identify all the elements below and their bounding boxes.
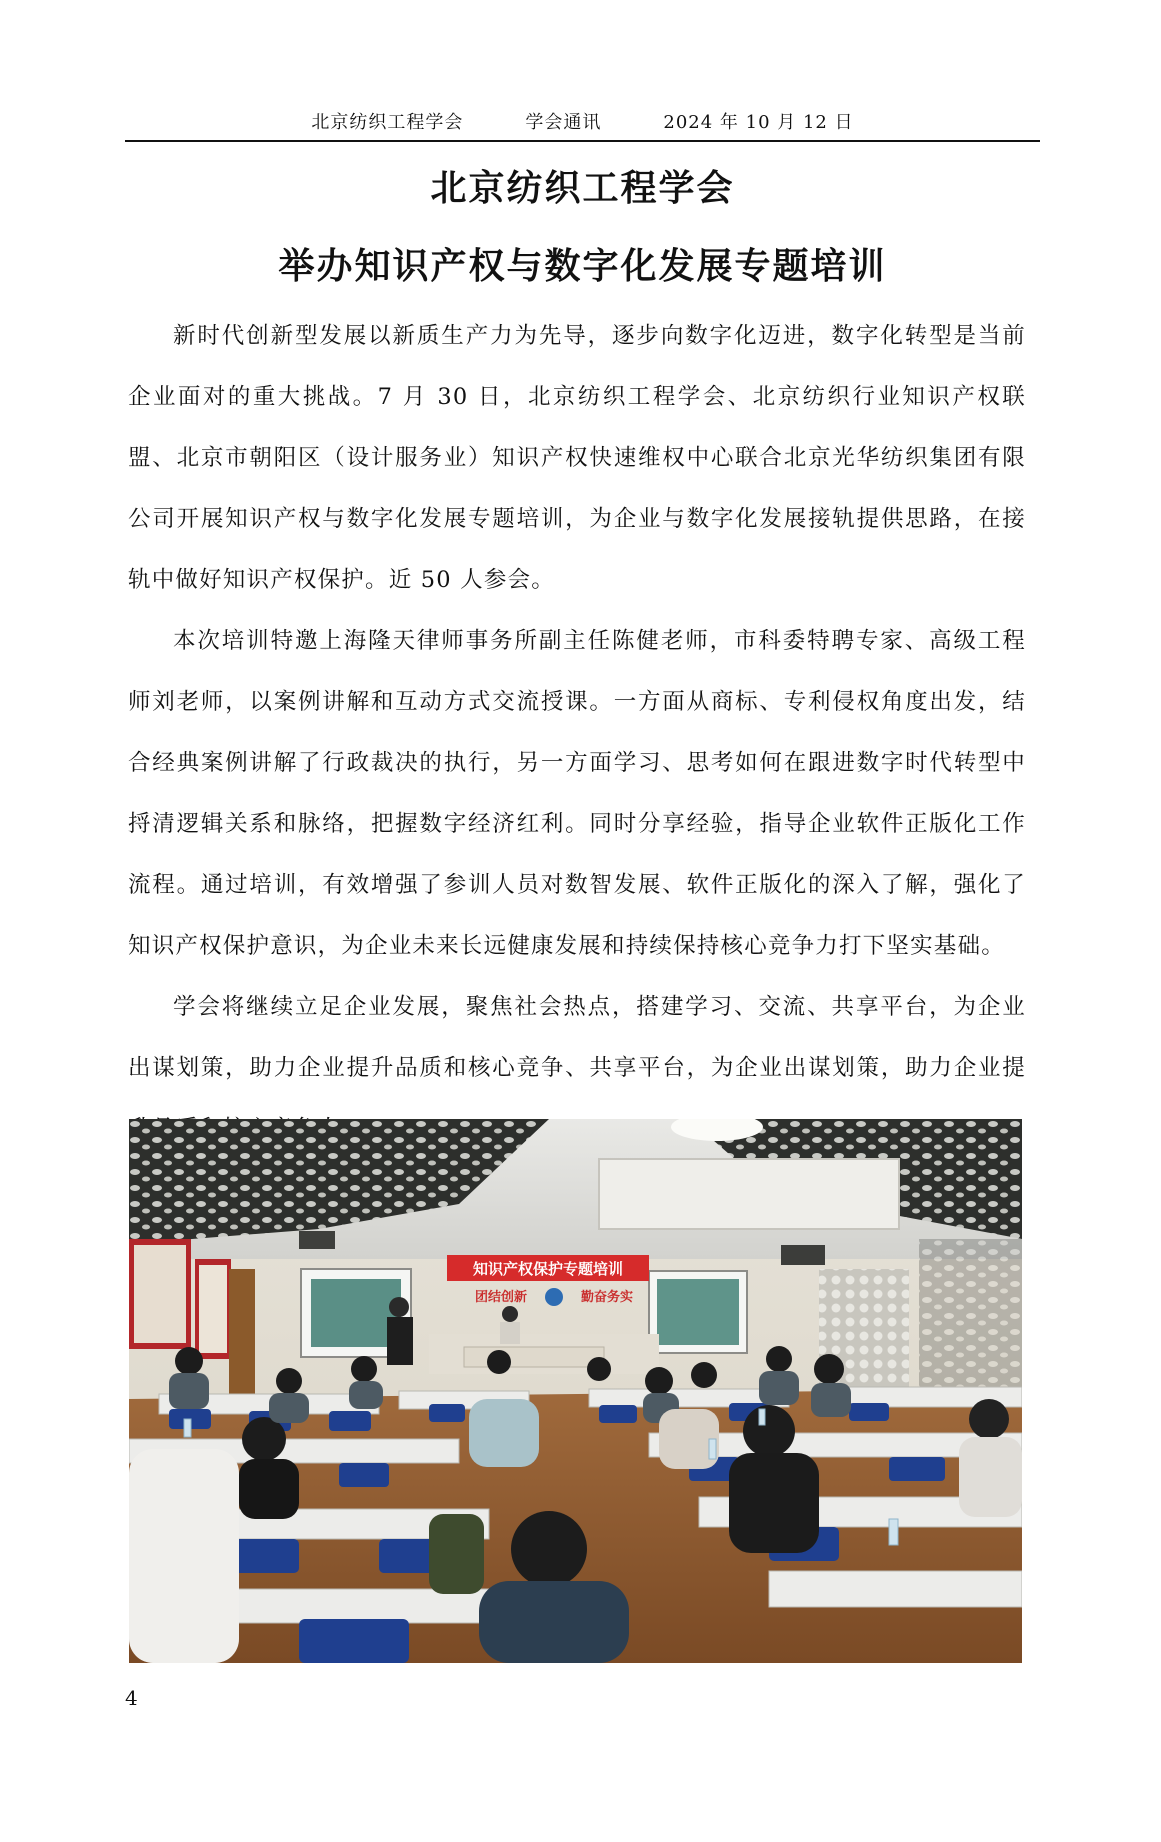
paragraph-2: 本次培训特邀上海隆天律师事务所副主任陈健老师，市科委特聘专家、高级工程师刘老师，以案例讲解和互动方式交流授课。一方面从商标、专利侵权角度出发，结合经典案例讲解了行政裁决的执行，另一方面学习、思考如何在跟进数字时代转型中捋清逻辑关系和脉络，把握数字经济红利。同时分享经验，指导企业软件正版化工作流程。通过培训，有效增强了参训人员对数智发展、软件正版化的深入了解，强化了知识产权保护意识，为企业未来长远健康发展和持续保持核心竞争力打下坚实基础。 [128,628,1026,959]
article-body [128,306,1026,1160]
running-header [125,108,1040,136]
header-section: 学会通讯 [525,112,602,133]
article-title-line-1: 北京纺织工程学会 [430,168,735,209]
banner-text: 知识产权保护专题培训 [472,1260,624,1278]
slogan-right: 勤奋务实 [580,1290,634,1305]
header-date: 2024 年 10 月 12 日 [663,112,854,133]
page-number: 4 [125,1686,138,1710]
paragraph-1: 新时代创新型发展以新质生产力为先导，逐步向数字化迈进，数字化转型是当前企业面对的重大挑战。7 月 30 日，北京纺织工程学会、北京纺织行业知识产权联盟、北京市朝阳区（设计服务业）知识产权快速维权中心联合北京光华纺织集团有限公司开展知识产权与数字化发展专题培训，为企业与数字化发展接轨提供思路，在接轨中做好知识产权保护。近 50 人参会。 [128,323,1026,593]
article-title-line-2: 举办知识产权与数字化发展专题培训 [278,246,887,287]
slogan-left: 团结创新 [474,1290,528,1305]
header-rule [125,140,1040,142]
header-org: 北京纺织工程学会 [311,112,464,133]
org-logo [545,1288,563,1306]
paragraph-3: 学会将继续立足企业发展，聚焦社会热点，搭建学习、交流、共享平台，为企业出谋划策，助力企业提升品质和核心竞争、共享平台，为企业出谋划策，助力企业提 [128,994,1026,1081]
training-session-photo [129,1119,1022,1663]
